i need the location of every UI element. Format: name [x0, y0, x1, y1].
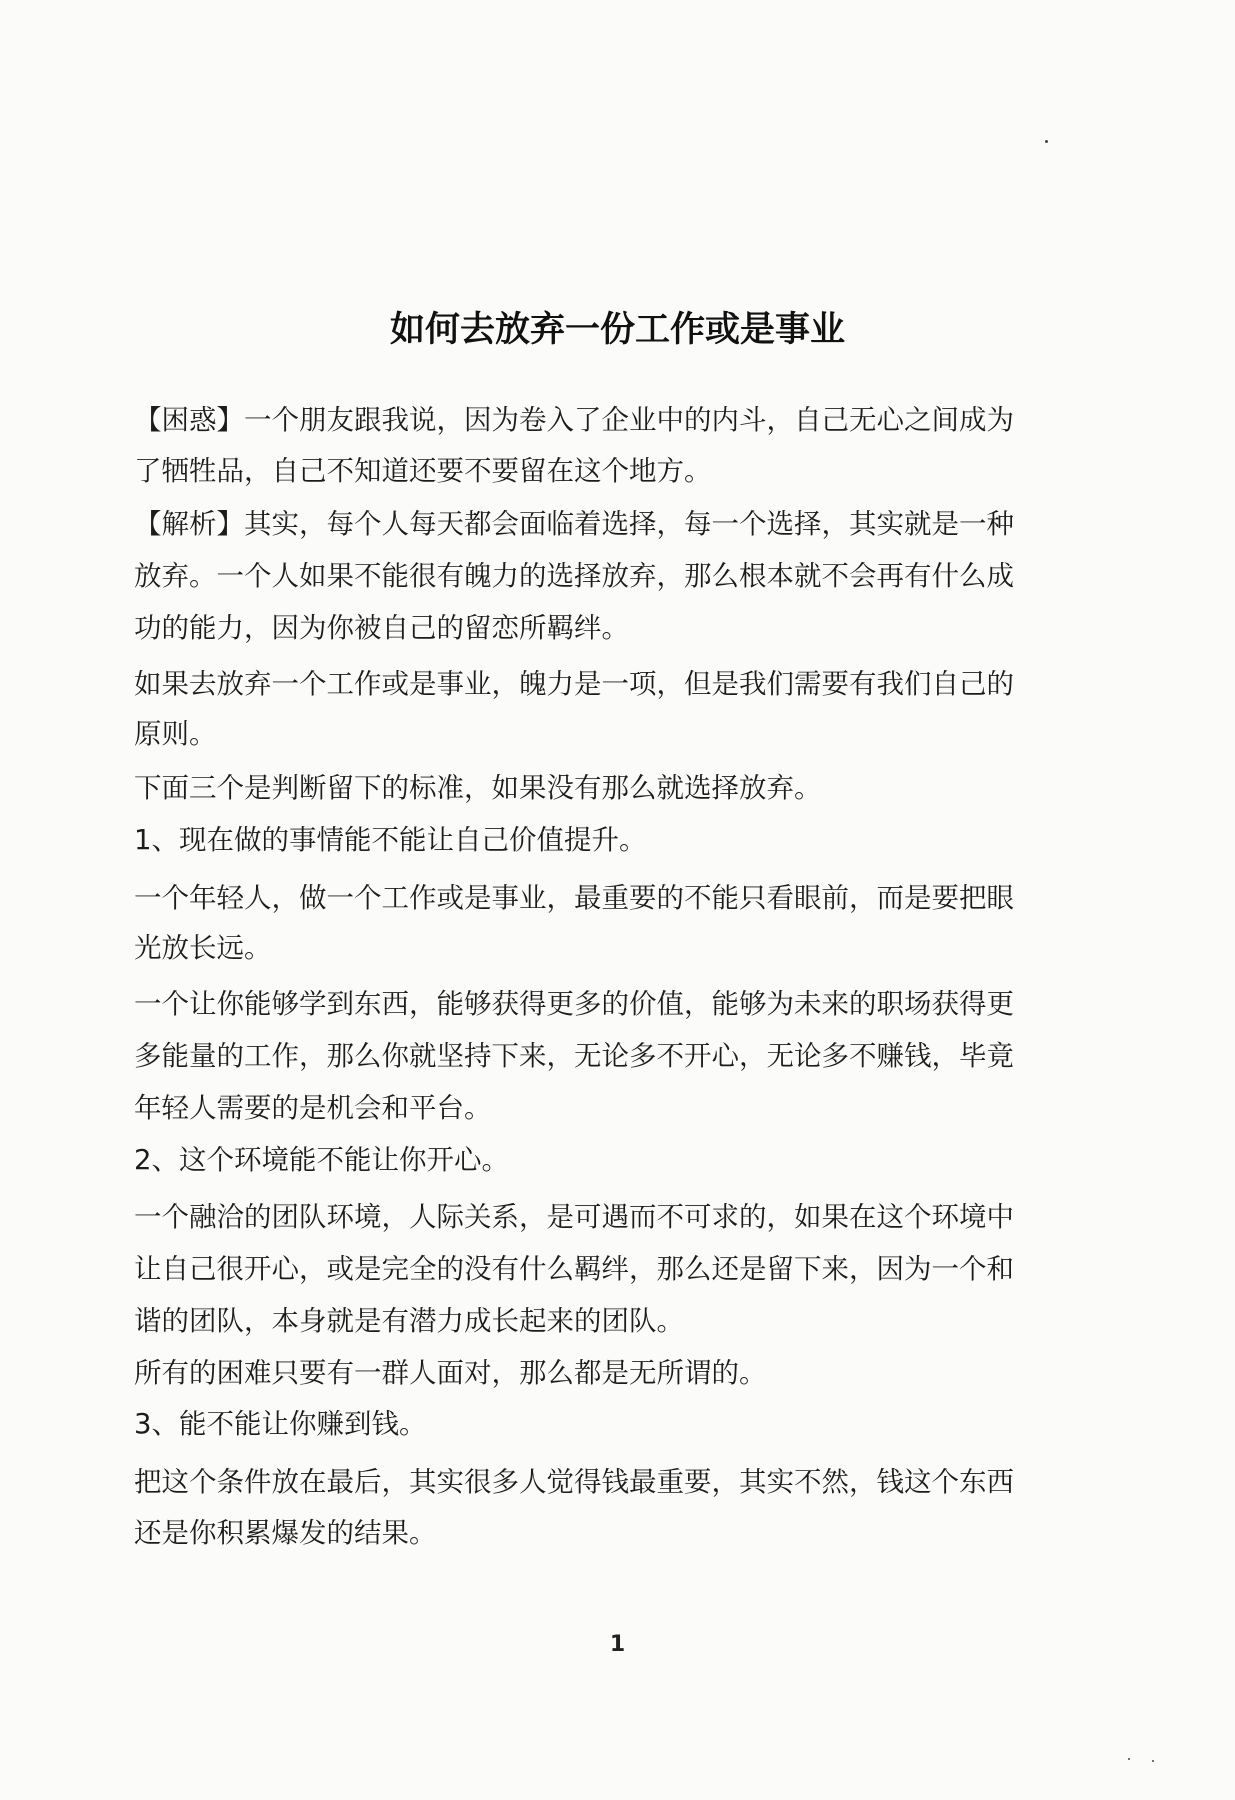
- text-line: 放弃。一个人如果不能很有魄力的选择放弃，那么根本就不会再有什么成: [134, 560, 1014, 592]
- text-line: 还是你积累爆发的结果。: [134, 1517, 437, 1549]
- scan-speck: [1045, 140, 1048, 143]
- text-line: 功的能力，因为你被自己的留恋所羁绊。: [134, 612, 629, 644]
- text-line: 如果去放弃一个工作或是事业，魄力是一项，但是我们需要有我们自己的: [134, 668, 1014, 700]
- text-line: 光放长远。: [134, 932, 272, 964]
- text-line: 谐的团队，本身就是有潜力成长起来的团队。: [134, 1305, 684, 1337]
- text-line: 一个年轻人，做一个工作或是事业，最重要的不能只看眼前，而是要把眼: [134, 882, 1014, 914]
- text-line: 把这个条件放在最后，其实很多人觉得钱最重要，其实不然，钱这个东西: [134, 1466, 1014, 1498]
- text-line: 原则。: [134, 718, 217, 750]
- scan-speck: [1128, 1758, 1130, 1760]
- text-line: 一个让你能够学到东西，能够获得更多的价值，能够为未来的职场获得更: [134, 988, 1014, 1020]
- text-line: 【困惑】一个朋友跟我说，因为卷入了企业中的内斗，自己无心之间成为: [134, 404, 1014, 436]
- page-title: 如何去放弃一份工作或是事业: [389, 310, 845, 350]
- text-line: 了牺牲品，自己不知道还要不要留在这个地方。: [134, 455, 712, 487]
- text-line: 【解析】其实，每个人每天都会面临着选择，每一个选择，其实就是一种: [134, 508, 1014, 540]
- scan-speck: [1152, 1760, 1154, 1762]
- text-line: 下面三个是判断留下的标准，如果没有那么就选择放弃。: [134, 772, 822, 804]
- text-line: 2、这个环境能不能让你开心。: [134, 1144, 509, 1176]
- text-line: 让自己很开心，或是完全的没有什么羁绊，那么还是留下来，因为一个和: [134, 1253, 1014, 1285]
- text-line: 多能量的工作，那么你就坚持下来，无论多不开心，无论多不赚钱，毕竟: [134, 1040, 1014, 1072]
- text-line: 一个融洽的团队环境，人际关系，是可遇而不可求的，如果在这个环境中: [134, 1201, 1014, 1233]
- text-line: 1、现在做的事情能不能让自己价值提升。: [134, 824, 647, 856]
- text-line: 年轻人需要的是机会和平台。: [134, 1092, 492, 1124]
- text-line: 3、能不能让你赚到钱。: [134, 1408, 427, 1440]
- text-line: 所有的困难只要有一群人面对，那么都是无所谓的。: [134, 1357, 767, 1389]
- page-number: 1: [609, 1632, 626, 1657]
